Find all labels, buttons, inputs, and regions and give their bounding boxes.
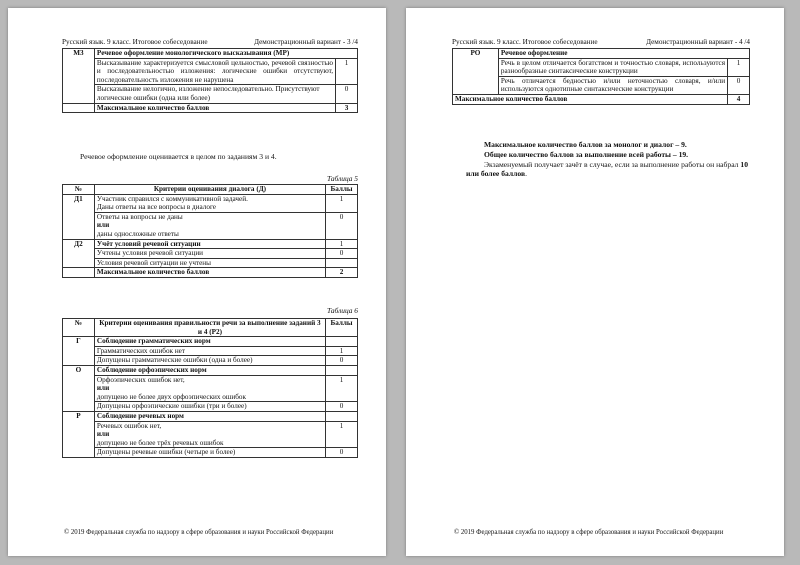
- g-title: Соблюдение грамматических норм: [94, 337, 325, 347]
- r-title: Соблюдение речевых норм: [94, 411, 325, 421]
- ro-score-0: 0: [728, 76, 750, 94]
- ro-criterion-0: Речь отличается бедностью и/или неточностью словаря, и/или используются однотипные синтаксические конструкции: [498, 76, 727, 94]
- page-3: [8, 8, 386, 556]
- ro-title: Речевое оформление: [498, 49, 749, 59]
- r-criterion-1: Речевых ошибок нет, или допущено не более трёх речевых ошибок: [94, 421, 325, 448]
- m3-criterion-0: Высказывание нелогично, изложение непоследовательно. Присутствуют логические ошибки (одна или более): [94, 85, 335, 103]
- d1-code: Д1: [63, 194, 95, 239]
- t5-max-label: Максимальное количество баллов: [94, 268, 325, 278]
- ro-max-value: 4: [728, 94, 750, 104]
- table6-caption: Таблица 6: [326, 306, 358, 315]
- o-score-0: 0: [326, 402, 358, 412]
- d2-score-1: 1: [326, 239, 358, 249]
- m3-max-value: 3: [336, 103, 358, 113]
- o-criterion-0: Допущены орфоэпические ошибки (три и более): [94, 402, 325, 412]
- t6-header-num: №: [63, 319, 95, 337]
- header-subject: Русский язык. 9 класс. Итоговое собеседование: [452, 38, 598, 46]
- g-score-0: 0: [326, 356, 358, 366]
- g-score-1: 1: [326, 346, 358, 356]
- m3-score-1: 1: [336, 58, 358, 85]
- d2-title: Учёт условий речевой ситуации: [94, 239, 325, 249]
- g-criterion-0: Допущены грамматические ошибки (одна и более): [94, 356, 325, 366]
- page-4: [406, 8, 784, 556]
- ro-criteria-table: [452, 48, 750, 105]
- r-criterion-0: Допущены речевые ошибки (четыре и более): [94, 448, 325, 458]
- summary-max-monolog-dialog: Максимальное количество баллов за монолог и диалог – 9.: [484, 140, 687, 149]
- g-criterion-1: Грамматических ошибок нет: [94, 346, 325, 356]
- m3-score-0: 0: [336, 85, 358, 103]
- header-page-number: Демонстрационный вариант - 3 /4: [254, 38, 358, 46]
- g-code: Г: [63, 337, 95, 366]
- header-page-number: Демонстрационный вариант - 4 /4: [646, 38, 750, 46]
- t5-max-value: 2: [326, 268, 358, 278]
- o-code: О: [63, 365, 95, 411]
- table5-caption: Таблица 5: [326, 174, 358, 183]
- page-footer: © 2019 Федеральная служба по надзору в сфере образования и науки Российской Федерации: [454, 529, 724, 536]
- m3-criteria-table: [62, 48, 358, 113]
- t6-header-points: Баллы: [326, 319, 358, 337]
- dialog-criteria-table: [62, 184, 358, 278]
- t5-header-num: №: [63, 185, 95, 195]
- d2-code: Д2: [63, 239, 95, 268]
- d2-criterion-b: Условия речевой ситуации не учтены: [94, 258, 325, 268]
- r-score-1: 1: [326, 421, 358, 448]
- ro-score-1: 1: [728, 58, 750, 76]
- ro-criterion-1: Речь в целом отличается богатством и точностью словаря, используются разнообразные синтаксические конструкции: [498, 58, 727, 76]
- summary-pass-condition: Экзаменуемый получает зачёт в случае, если за выполнение работы он набрал 10 или более баллов.: [466, 160, 748, 179]
- summary-total: Общее количество баллов за выполнение всей работы – 19.: [484, 150, 689, 159]
- m3-code: М3: [63, 49, 95, 104]
- m3-max-label: Максимальное количество баллов: [94, 103, 335, 113]
- t5-header-points: Баллы: [326, 185, 358, 195]
- ro-code: РО: [453, 49, 499, 95]
- d2-score-0: 0: [326, 249, 358, 259]
- m3-criterion-1: Высказывание характеризуется смысловой цельностью, речевой связностью и последовательностью изложения: логические ошибки отсутствуют, последовательность изложения не нарушена: [94, 58, 335, 85]
- note-text: Речевое оформление оценивается в целом по заданиям 3 и 4.: [80, 152, 277, 161]
- ro-max-label: Максимальное количество баллов: [453, 94, 728, 104]
- d1-score-1: 1: [326, 194, 358, 212]
- o-title: Соблюдение орфоэпических норм: [94, 365, 325, 375]
- d1-criterion-0: Ответы на вопросы не даны или даны односложные ответы: [94, 212, 325, 239]
- t6-header-criteria: Критерии оценивания правильности речи за выполнение заданий 3 и 4 (Р2): [94, 319, 325, 337]
- page-footer: © 2019 Федеральная служба по надзору в сфере образования и науки Российской Федерации: [64, 529, 334, 536]
- o-score-1: 1: [326, 375, 358, 402]
- d1-criterion-1: Участник справился с коммуникативной задачей. Даны ответы на все вопросы в диалоге: [94, 194, 325, 212]
- t5-header-criteria: Критерии оценивания диалога (Д): [94, 185, 325, 195]
- speech-correctness-table: [62, 318, 358, 458]
- d2-criterion-a: Учтены условия речевой ситуации: [94, 249, 325, 259]
- m3-title: Речевое оформление монологического высказывания (МР): [94, 49, 357, 59]
- o-criterion-1: Орфоэпических ошибок нет, или допущено не более двух орфоэпических ошибок: [94, 375, 325, 402]
- header-subject: Русский язык. 9 класс. Итоговое собеседование: [62, 38, 208, 46]
- r-code: Р: [63, 411, 95, 457]
- r-score-0: 0: [326, 448, 358, 458]
- d1-score-0: 0: [326, 212, 358, 239]
